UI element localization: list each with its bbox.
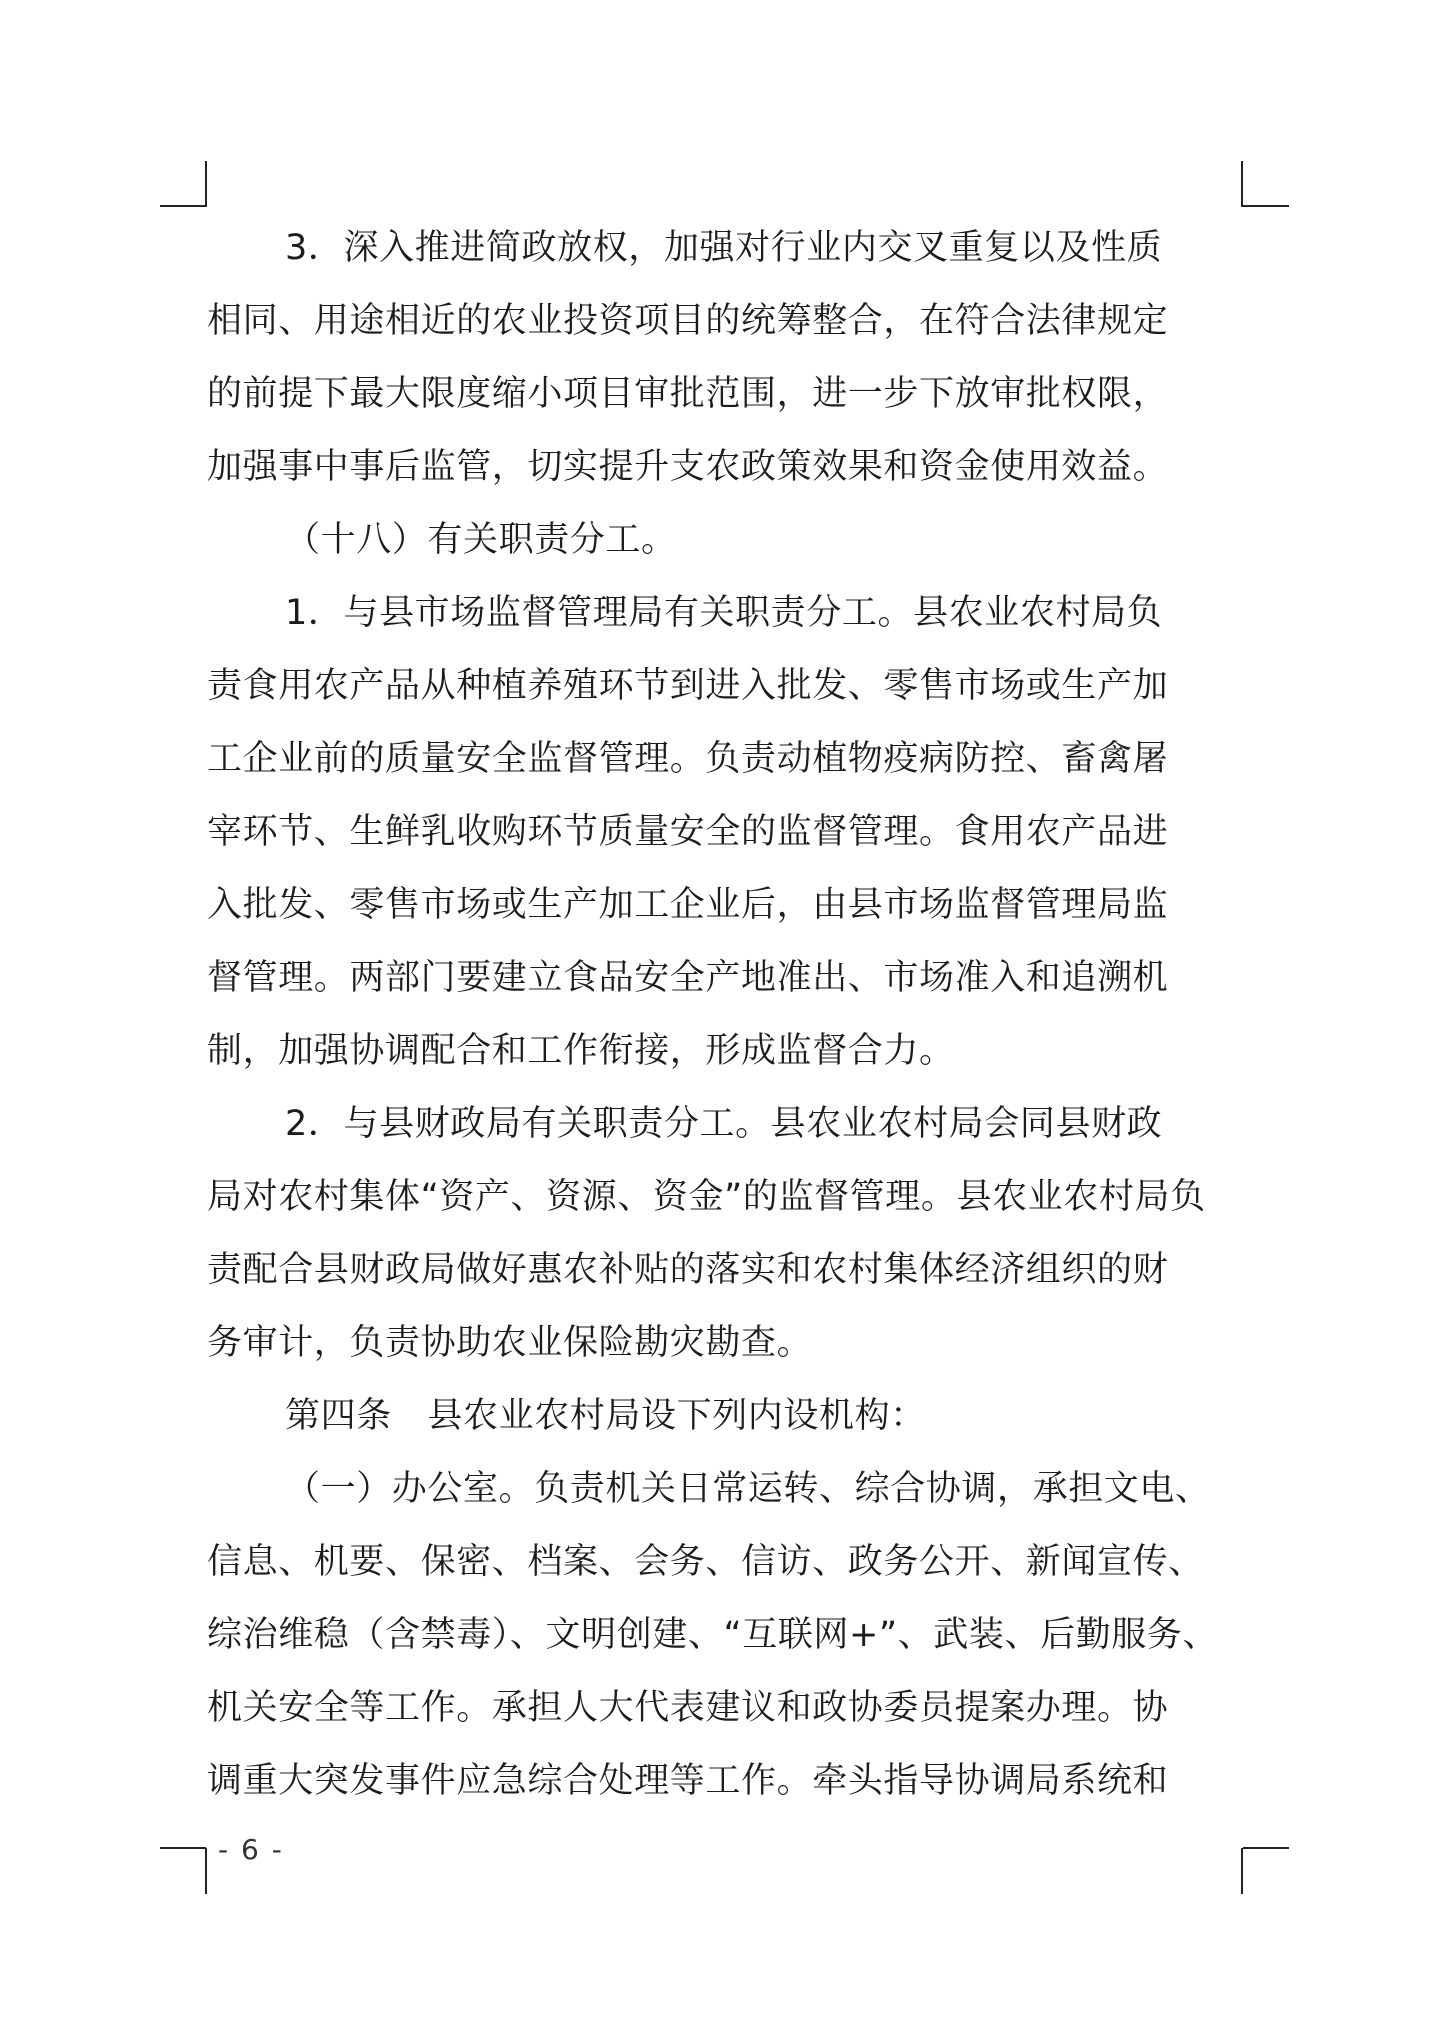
crop-mark-top-right-h xyxy=(1243,205,1289,207)
text-line: 信息、机要、保密、档案、会务、信访、政务公开、新闻宣传、 xyxy=(207,1542,1204,1582)
text-line: 1．与县市场监督管理局有关职责分工。县农业农村局负 xyxy=(285,593,1163,633)
crop-mark-bottom-left-v xyxy=(205,1848,207,1894)
page-number: - 6 - xyxy=(218,1833,284,1866)
text-line: 调重大突发事件应急综合处理等工作。牵头指导协调局系统和 xyxy=(207,1761,1169,1801)
crop-mark-top-left-v xyxy=(205,161,207,207)
text-line: 加强事中事后监管，切实提升支农政策效果和资金使用效益。 xyxy=(207,447,1169,487)
crop-mark-bottom-right-h xyxy=(1243,1847,1289,1849)
text-line: 宰环节、生鲜乳收购环节质量安全的监督管理。食用农产品进 xyxy=(207,812,1169,852)
text-line: 第四条 县农业农村局设下列内设机构： xyxy=(285,1396,926,1436)
text-line: 责配合县财政局做好惠农补贴的落实和农村集体经济组织的财 xyxy=(207,1250,1169,1290)
text-line: 责食用农产品从种植养殖环节到进入批发、零售市场或生产加 xyxy=(207,666,1169,706)
text-line: 入批发、零售市场或生产加工企业后，由县市场监督管理局监 xyxy=(207,885,1169,925)
text-line: 制，加强协调配合和工作衔接，形成监督合力。 xyxy=(207,1031,955,1071)
text-line: 的前提下最大限度缩小项目审批范围，进一步下放审批权限， xyxy=(207,374,1169,414)
crop-mark-bottom-left-h xyxy=(160,1847,206,1849)
crop-mark-top-right-v xyxy=(1241,161,1243,207)
crop-mark-bottom-right-v xyxy=(1241,1848,1243,1894)
text-line: 2．与县财政局有关职责分工。县农业农村局会同县财政 xyxy=(285,1104,1163,1144)
text-line: 相同、用途相近的农业投资项目的统筹整合，在符合法律规定 xyxy=(207,301,1169,341)
text-line: 局对农村集体“资产、资源、资金”的监督管理。县农业农村局负 xyxy=(207,1177,1206,1217)
text-line: 3．深入推进简政放权，加强对行业内交叉重复以及性质 xyxy=(285,228,1163,268)
text-line: 督管理。两部门要建立食品安全产地准出、市场准入和追溯机 xyxy=(207,958,1169,998)
text-line: 务审计，负责协助农业保险勘灾勘查。 xyxy=(207,1323,813,1363)
text-line: 综治维稳（含禁毒）、文明创建、“互联网+”、武装、后勤服务、 xyxy=(207,1615,1219,1655)
text-line: 工企业前的质量安全监督管理。负责动植物疫病防控、畜禽屠 xyxy=(207,739,1169,779)
document-body xyxy=(207,212,1247,1818)
crop-mark-top-left-h xyxy=(160,205,206,207)
text-line: 机关安全等工作。承担人大代表建议和政协委员提案办理。协 xyxy=(207,1688,1169,1728)
text-line: （一）办公室。负责机关日常运转、综合协调，承担文电、 xyxy=(285,1469,1211,1509)
text-line: （十八）有关职责分工。 xyxy=(285,520,677,560)
